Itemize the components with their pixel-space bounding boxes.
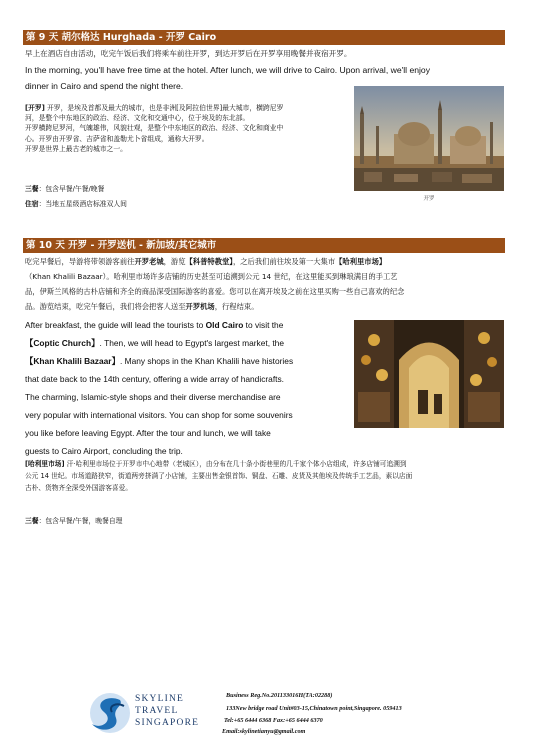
day10-en-line5: The charming, Islamic-style shops and their diverse merchandise are [25, 392, 281, 402]
day10-en-line4: that date back to the 14th century, offering a wide array of handicrafts. [25, 374, 285, 384]
brand-name-line2: TRAVEL [135, 706, 179, 716]
old-cairo-cn: 开罗老城 [134, 257, 164, 266]
skyline-logo-icon [86, 690, 134, 736]
day9-meals-label: 三餐 [25, 185, 39, 193]
khan-khalili-en: 【Khan Khalili Bazaar】 [25, 356, 120, 366]
day9-meals-value: ：包含早餐/午餐/晚餐 [38, 185, 105, 193]
day10-meals-value: ：包含早餐/午餐，晚餐自理 [38, 517, 123, 525]
cairo-info-line3: 开罗横跨尼罗河，气魄雄伟，风貌壮观，是整个中东地区的政治、经济、文化和商业中 [25, 124, 284, 133]
day10-en-line8: guests to Cairo Airport, concluding the trip. [25, 446, 183, 456]
cairo-info-line4: 心。开罗由开罗省、吉萨省和盖勒尤卜省组成，通称大开罗。 [25, 134, 209, 143]
brand-name-line1: SKYLINE [135, 694, 185, 704]
bazaar-info-line1: 汗·哈利里市场位于开罗市中心地带（老城区），由分布在几十条小街巷里的几千家个体小店组成，许多店铺可追溯到 [64, 460, 407, 468]
coptic-church-en: 【Coptic Church】 [25, 338, 100, 348]
day10-cn-line3: 品，伊斯兰风格的古朴店铺和齐全的商品深受国际游客的喜爱。您可以在离开埃及之前在这里买购一些自己喜欢的纪念 [25, 287, 405, 296]
bazaar-info-label: [哈利里市场] [25, 460, 65, 468]
cairo-info-label: [开罗] [25, 104, 45, 112]
cairo-photo-caption: 开罗 [423, 196, 435, 202]
cairo-info-line2: 河，是整个中东地区的政治、经济、文化和交通中心，位于埃及的东北部。 [25, 114, 250, 123]
day10-header: 第 10 天 开罗 - 开罗送机 - 新加坡/其它城市 [23, 238, 505, 253]
coptic-church-cn: 【科普特教堂】 [185, 257, 233, 266]
day10-meals-label: 三餐 [25, 517, 39, 525]
business-reg: Business Reg.No.201133016H(TA:02288) [226, 692, 333, 699]
day10-en-line1a: After breakfast, the guide will lead the tourists to [25, 320, 206, 330]
bazaar-info-line3: 古朴、货物齐全深受外国游客喜爱。 [25, 484, 132, 492]
cairo-info-line5: 开罗是世界上最古老的城市之一。 [25, 144, 127, 153]
day9-header: 第 9 天 胡尔格达 Hurghada - 开罗 Cairo [23, 30, 505, 45]
cairo-info-line1: 开罗，是埃及首都及最大的城市，也是非洲[及阿拉伯世界]最大城市，横跨尼罗 [44, 104, 284, 112]
day9-cairo-info [25, 103, 355, 154]
day10-en-line3b: . Many shops in the Khan Khalili have histories [119, 356, 294, 366]
day10-en-line6: very popular with international visitors. You can shop for some souvenirs [25, 410, 293, 420]
skyline-logo [86, 690, 134, 736]
day9-stay-value: ：当地五星级酒店标准双人间 [38, 200, 127, 208]
day10-cn-line1e: ，之后我们前往埃及第一大集市 [232, 257, 336, 266]
day10-cn-line4a: 品。游览结束，吃完午餐后，我们将会把客人送至 [25, 302, 186, 311]
brand-name-line3: SINGAPORE [135, 718, 200, 728]
tel-fax: Tel:+65 6444 6368 Fax:+65 6444 6370 [224, 717, 323, 724]
day9-en-intro-line1: In the morning, you'll have free time at the hotel. After lunch, we will drive to Cairo. Upon arrival, we'll enjoy [25, 65, 430, 75]
day10-en-line1c: to visit the [243, 320, 284, 330]
bazaar-image [354, 320, 504, 428]
day9-stay [25, 199, 127, 209]
day10-cn-paragraph [25, 256, 510, 313]
day9-stay-label: 住宿 [25, 200, 39, 208]
khan-khalili-cn: 【哈利里市场】 [335, 257, 387, 266]
day10-cn-line1c: ，游览 [163, 257, 186, 266]
bazaar-photo [354, 320, 504, 428]
address: 133New bridge road Unit#03-15,Chinatown point,Singapore. 059413 [226, 705, 402, 712]
bazaar-info-line2: 公元 14 世纪。市场道路狭窄，街道两旁挤满了小店铺，主要出售金银首饰、铜盘、石雕、皮货及其他埃及传统手工艺品，素以店面 [25, 472, 413, 480]
day10-cn-line1a: 吃完早餐后，导游将带领游客前往 [25, 257, 135, 266]
day10-en-paragraph [25, 316, 350, 460]
day9-meals [25, 184, 104, 194]
email: Email:skylinetianyu@gmail.com [222, 728, 306, 735]
cairo-skyline-image [354, 86, 504, 191]
day9-cn-intro: 早上在酒店自由活动，吃完午饭后我们将乘车前往开罗，到达开罗后在开罗享用晚餐并夜宿开罗。 [25, 49, 352, 58]
day10-en-line7: you like before leaving Egypt. After the tour and lunch, we will take [25, 428, 271, 438]
day10-en-line2b: . Then, we will head to Egypt's largest market, the [99, 338, 284, 348]
day9-en-intro-line2: dinner in Cairo and spend the night there. [25, 81, 184, 91]
cairo-airport-cn: 开罗机场 [185, 302, 215, 311]
bazaar-info [25, 458, 515, 494]
day10-meals [25, 516, 122, 526]
day10-cn-line2: （Khan Khalili Bazaar）。哈利里市场许多店铺的历史甚至可追溯到公元 14 世纪，在这里能买到琳琅满目的手工艺 [25, 272, 398, 281]
cairo-photo [354, 86, 504, 191]
old-cairo-en: Old Cairo [205, 320, 244, 330]
day10-cn-line4c: ，行程结束。 [214, 302, 259, 311]
